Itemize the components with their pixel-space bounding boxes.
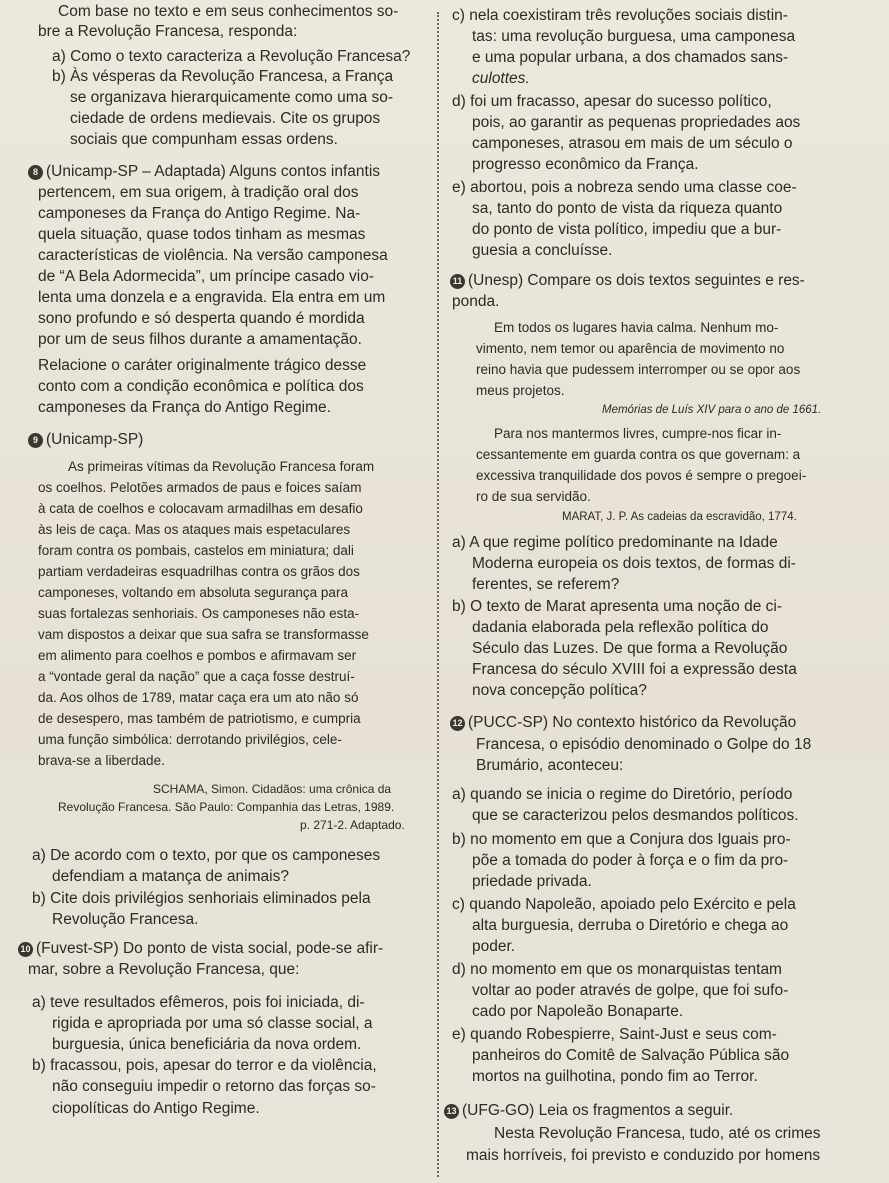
answer-option: panheiros do Comitê de Salvação Pública são [472, 1047, 790, 1064]
question-8-heading: 8 (Unicamp-SP – Adaptada) Alguns contos infantis [28, 162, 380, 181]
question-text: lenta uma donzela e a engravida. Ela entra em um [38, 289, 386, 306]
question-12-heading: 12 (PUCC-SP) No contexto histórico da Revolução [450, 713, 796, 732]
excerpt-line: mais horríveis, foi previsto e conduzido por homens [466, 1147, 821, 1164]
citation-line: SCHAMA, Simon. Cidadãos: uma crônica da [153, 782, 392, 796]
question-item: Século das Luzes. De que forma a Revolução [472, 640, 788, 657]
answer-option: d) no momento em que os monarquistas tentam [452, 961, 782, 978]
answer-option: e) abortou, pois a nobreza sendo uma classe coe- [452, 179, 797, 196]
question-text: de “A Bela Adormecida”, um príncipe casado vio- [38, 268, 375, 285]
question-item: ferentes, se referem? [472, 576, 620, 593]
question-number-badge: 8 [28, 165, 43, 180]
question-item: se organizava hierarquicamente como uma so- [70, 89, 394, 106]
answer-option: culottes. [472, 70, 530, 87]
excerpt-line: a “vontade geral da nação” que a caça fosse destruí- [38, 669, 355, 684]
answer-option: c) quando Napoleão, apoiado pelo Exército e pela [452, 896, 796, 913]
excerpt-line: As primeiras vítimas da Revolução Francesa foram [68, 459, 375, 474]
answer-option: voltar ao poder através de golpe, que foi sufo- [472, 982, 789, 999]
excerpt-line: foram contra os pombais, castelos em miniatura; dali [38, 543, 354, 558]
question-item: defendiam a matança de animais? [52, 868, 289, 885]
question-text: Francesa, o episódio denominado o Golpe do 18 [476, 736, 812, 753]
intro-line: Com base no texto e em seus conhecimentos so- [58, 3, 399, 20]
question-item: b) Às vésperas da Revolução Francesa, a França [52, 68, 394, 85]
question-text: pertencem, em sua origem, à tradição oral dos [38, 184, 359, 201]
answer-option: cado por Napoleão Bonaparte. [472, 1003, 684, 1020]
excerpt-line: suas fortalezas senhoriais. Os camponeses não esta- [38, 606, 360, 621]
answer-option: a) teve resultados efêmeros, pois foi iniciada, di- [32, 994, 365, 1011]
question-number-badge: 11 [450, 274, 465, 289]
answer-option: priedade privada. [472, 873, 592, 890]
excerpt-line: meus projetos. [476, 383, 565, 398]
answer-option: b) no momento em que a Conjura dos Iguais pro- [452, 831, 791, 848]
question-text: quela situação, quase todos tinham as mesmas [38, 226, 366, 243]
answer-option: e) quando Robespierre, Saint-Just e seus com- [452, 1026, 777, 1043]
question-number-badge: 12 [450, 716, 465, 731]
answer-option: sa, tanto do ponto de vista da riqueza quanto [472, 200, 783, 217]
excerpt-line: reino havia que pudessem interromper ou se opor aos [476, 362, 801, 377]
question-item: dadania elaborada pela reflexão política do [472, 619, 769, 636]
answer-option: do ponto de vista político, impediu que a bur- [472, 221, 782, 238]
answer-option: guesia a concluísse. [472, 242, 613, 259]
answer-option: e uma popular urbana, a dos chamados sans- [472, 49, 789, 66]
citation-line: p. 271-2. Adaptado. [300, 818, 405, 832]
answer-option: pois, ao garantir as pequenas propriedades aos [472, 114, 801, 131]
answer-option: progresso econômico da França. [472, 156, 699, 173]
excerpt-line: de desespero, mas também de patriotismo, e cumpria [38, 711, 361, 726]
excerpt-line: Para nos mantermos livres, cumpre-nos ficar in- [494, 426, 782, 441]
answer-option: a) quando se inicia o regime do Diretório, período [452, 786, 793, 803]
intro-line: bre a Revolução Francesa, responda: [38, 23, 298, 40]
excerpt-line: camponeses, voltando em absoluta segurança para [38, 585, 348, 600]
question-item: Moderna europeia os dois textos, de formas di- [472, 555, 796, 572]
excerpt-line: ro de sua servidão. [476, 489, 591, 504]
citation-line: Revolução Francesa. São Paulo: Companhia das Letras, 1989. [58, 800, 395, 814]
excerpt-line: Nesta Revolução Francesa, tudo, até os crimes [494, 1125, 821, 1142]
question-text: camponeses da França do Antigo Regime. Na- [38, 205, 361, 222]
answer-option: poder. [472, 938, 516, 955]
excerpt-line: uma função simbólica: derrotando privilégios, cele- [38, 732, 342, 747]
question-number-badge: 13 [444, 1104, 459, 1119]
excerpt-line: em alimento para coelhos e pombos e afirmavam ser [38, 648, 357, 663]
answer-option: alta burguesia, derruba o Diretório e chega ao [472, 917, 789, 934]
question-number-badge: 9 [28, 433, 43, 448]
answer-option: que se caracterizou pelos desmandos políticos. [472, 807, 799, 824]
question-item: a) A que regime político predominante na Idade [452, 534, 778, 551]
answer-option: rigida e apropriada por uma só classe social, a [52, 1015, 373, 1032]
question-item: ciedade de ordens medievais. Cite os grupos [70, 110, 381, 127]
question-item: b) Cite dois privilégios senhoriais eliminados pela [32, 890, 371, 907]
question-text: por um de seus filhos durante a amamentação. [38, 331, 362, 348]
question-item: a) Como o texto caracteriza a Revolução Francesa? [52, 48, 411, 65]
question-number-badge: 10 [18, 942, 33, 957]
column-divider [437, 12, 439, 1177]
question-11-heading: 11 (Unesp) Compare os dois textos seguintes e res- [450, 271, 805, 290]
excerpt-line: partiam verdadeiras esquadrilhas contra os grãos dos [38, 564, 360, 579]
question-10-heading: 10 (Fuvest-SP) Do ponto de vista social, pode-se afir- [18, 939, 383, 958]
excerpt-line: da. Aos olhos de 1789, matar caça era um ato não só [38, 690, 359, 705]
question-item: a) De acordo com o texto, por que os camponeses [32, 847, 381, 864]
answer-option: b) fracassou, pois, apesar do terror e da violência, [32, 1057, 377, 1074]
answer-option: tas: uma revolução burguesa, uma camponesa [472, 28, 796, 45]
excerpt-line: às leis de caça. Mas os ataques mais espetaculares [38, 522, 351, 537]
answer-option: c) nela coexistiram três revoluções sociais distin- [452, 7, 788, 24]
excerpt-line: excessiva tranquilidade dos povos é sempre o pregoei- [476, 468, 807, 483]
question-text: Relacione o caráter originalmente trágico desse [38, 357, 367, 374]
answer-option: não conseguiu impedir o retorno das forças so- [52, 1078, 376, 1095]
answer-option: burguesia, única beneficiária da nova ordem. [52, 1036, 362, 1053]
question-item: Revolução Francesa. [52, 911, 199, 928]
question-9-heading: 9 (Unicamp-SP) [28, 430, 143, 449]
excerpt-line: brava-se a liberdade. [38, 753, 165, 768]
answer-option: camponeses, atrasou em mais de um século o [472, 135, 793, 152]
excerpt-line: Em todos os lugares havia calma. Nenhum mo- [494, 320, 779, 335]
excerpt-line: vam dispostos a deixar que sua safra se transformasse [38, 627, 369, 642]
citation-line: MARAT, J. P. As cadeias da escravidão, 1774. [562, 511, 797, 523]
excerpt-line: os coelhos. Pelotões armados de paus e foices saíam [38, 480, 362, 495]
citation-line: Memórias de Luís XIV para o ano de 1661. [602, 404, 822, 416]
question-text: sono profundo e só desperta quando é mordida [38, 310, 365, 327]
answer-option: põe a tomada do poder à força e o fim da pro- [472, 852, 789, 869]
answer-option: ciopolíticas do Antigo Regime. [52, 1100, 260, 1117]
question-text: mar, sobre a Revolução Francesa, que: [28, 961, 300, 978]
question-text: camponeses da França do Antigo Regime. [38, 399, 331, 416]
question-text: características de violência. Na versão camponesa [38, 247, 388, 264]
excerpt-line: à cata de coelhos e colocavam armadilhas em desafio [38, 501, 363, 516]
question-item: b) O texto de Marat apresenta uma noção de ci- [452, 598, 782, 615]
question-text: ponda. [452, 293, 500, 310]
question-item: Francesa do século XVIII foi a expressão desta [472, 661, 797, 678]
excerpt-line: vimento, nem temor ou aparência de movimento no [476, 341, 785, 356]
question-item: sociais que compunham essas ordens. [70, 131, 338, 148]
question-text: Brumário, aconteceu: [476, 757, 624, 774]
question-text: conto com a condição econômica e política dos [38, 378, 364, 395]
excerpt-line: cessantemente em guarda contra os que governam: a [476, 447, 801, 462]
answer-option: mortos na guilhotina, pondo fim ao Terror. [472, 1068, 758, 1085]
question-13-heading: 13 (UFG-GO) Leia os fragmentos a seguir. [444, 1101, 733, 1120]
answer-option: d) foi um fracasso, apesar do sucesso político, [452, 93, 772, 110]
question-item: nova concepção política? [472, 682, 647, 699]
